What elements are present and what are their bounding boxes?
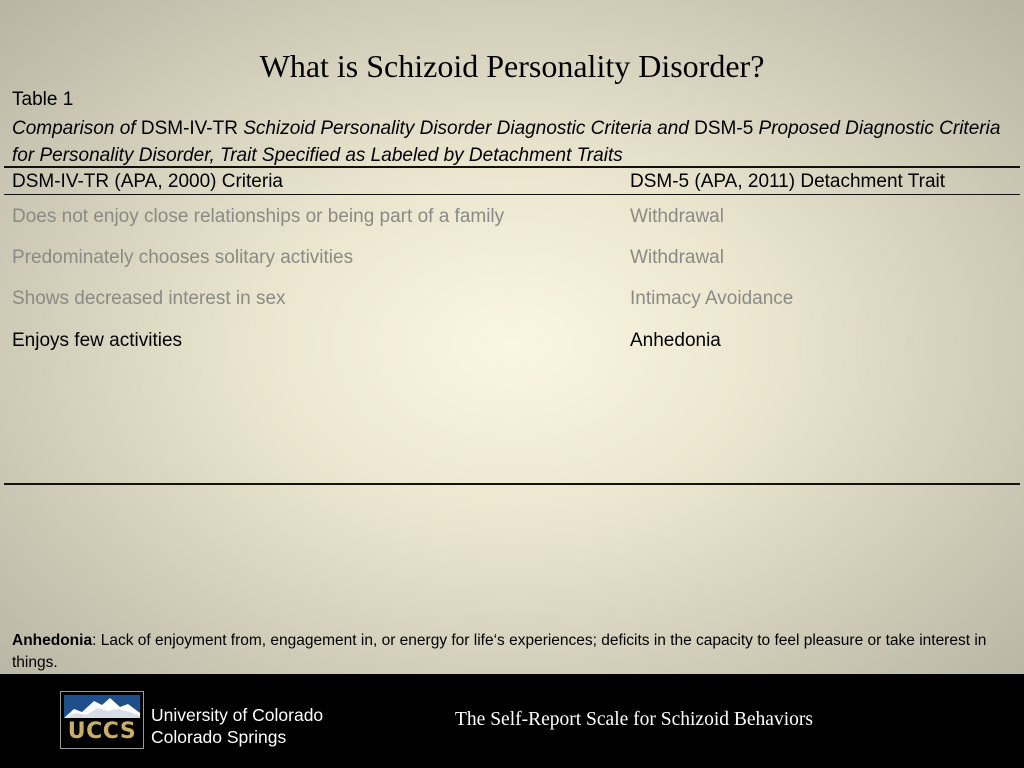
footnote-definition: : Lack of enjoyment from, engagement in, or energy for life‘s experiences; deficits in the capacity to feel pleasure or take interest in things. xyxy=(12,632,987,671)
table-row-3-trait: Intimacy Avoidance xyxy=(630,288,794,309)
footnote xyxy=(12,630,1012,674)
caption-italic-1: Comparison of xyxy=(12,118,141,139)
mountain-icon xyxy=(64,695,140,718)
column-header-dsm-5: DSM-5 (APA, 2011) Detachment Trait xyxy=(630,171,946,192)
table-row-2-trait: Withdrawal xyxy=(630,247,724,268)
university-name xyxy=(151,704,323,748)
uccs-logo xyxy=(60,691,144,749)
logo-wordmark: UCCS xyxy=(64,718,140,745)
table-bottom-rule xyxy=(4,483,1020,485)
table-caption xyxy=(12,115,1017,169)
caption-italic-3: Proposed Diagnostic Criteria for Personality Disorder, Trait Specified as Labeled by Detachment Traits xyxy=(12,118,1001,166)
footnote-term: Anhedonia xyxy=(12,632,93,649)
presentation-title: The Self-Report Scale for Schizoid Behaviors xyxy=(455,709,813,730)
table-row-3-criterion: Shows decreased interest in sex xyxy=(12,288,286,309)
table-row-1-trait: Withdrawal xyxy=(630,206,724,227)
table-top-rule xyxy=(4,166,1020,168)
header-rule xyxy=(4,194,1020,195)
table-row-1-criterion: Does not enjoy close relationships or being part of a family xyxy=(12,206,505,227)
table-label: Table 1 xyxy=(12,89,74,110)
caption-plain-1: DSM-IV-TR xyxy=(140,118,238,139)
column-header-dsm-iv: DSM-IV-TR (APA, 2000) Criteria xyxy=(12,171,283,192)
university-line-1: University of Colorado xyxy=(151,705,324,725)
footer-bar xyxy=(0,674,1024,768)
caption-italic-2: Schizoid Personality Disorder Diagnostic Criteria and xyxy=(237,118,695,139)
caption-plain-2: DSM-5 xyxy=(694,118,754,139)
university-line-2: Colorado Springs xyxy=(151,727,287,747)
table-row-4-criterion: Enjoys few activities xyxy=(12,330,183,351)
table-row-2-criterion: Predominately chooses solitary activities xyxy=(12,247,354,268)
table-row-4-trait: Anhedonia xyxy=(630,330,721,351)
slide-title: What is Schizoid Personality Disorder? xyxy=(259,48,765,84)
